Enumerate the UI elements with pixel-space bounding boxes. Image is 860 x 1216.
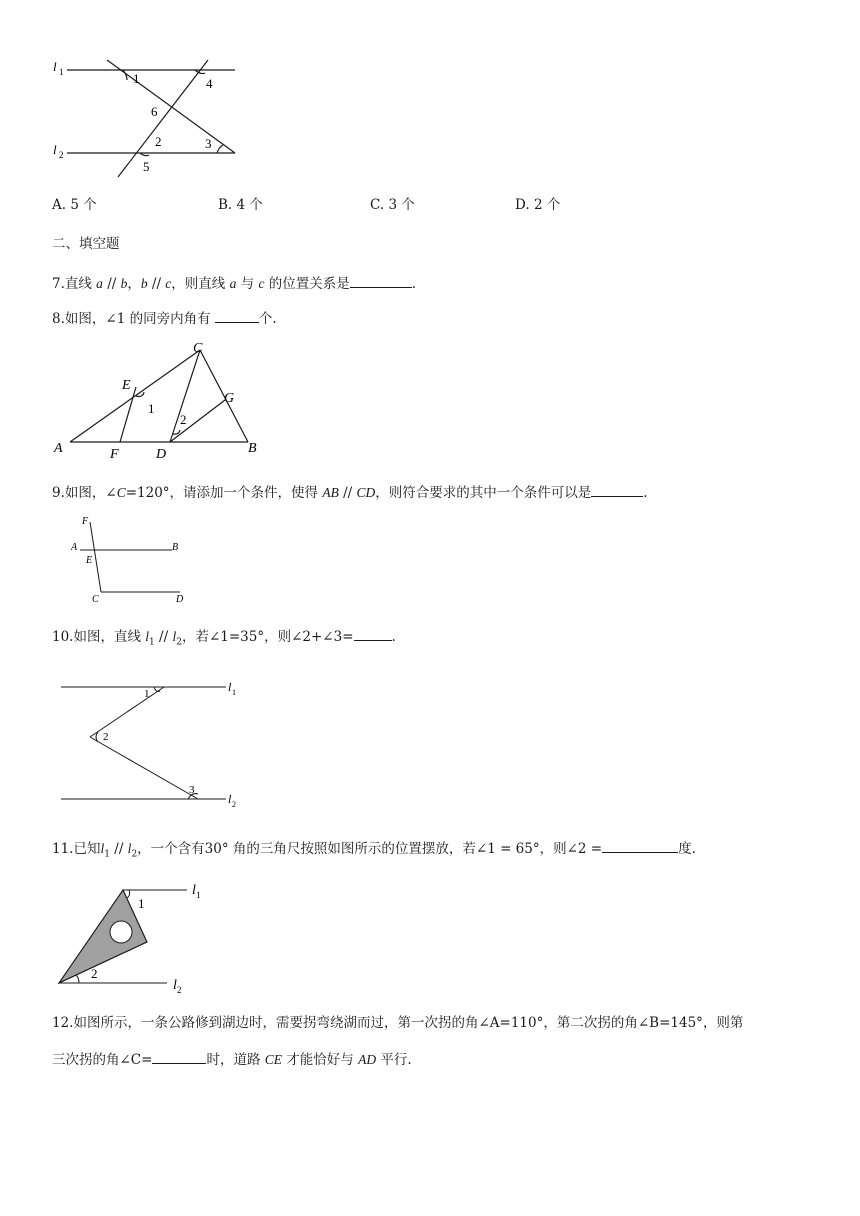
q7-text: // [147, 276, 166, 292]
q10-answer-blank[interactable] [354, 626, 392, 641]
q10-text: ，若∠1=35°，则∠2+∠3= [181, 629, 354, 645]
label-l2-sub: 2 [232, 800, 236, 809]
point-e-label: E [122, 378, 131, 393]
figure-q10 [58, 676, 258, 809]
angle-1-label: 1 [138, 896, 145, 911]
label-l1-sub: 1 [59, 67, 64, 77]
label-l1-sub: 1 [232, 688, 236, 697]
q7-answer-blank[interactable] [350, 273, 412, 288]
figure-q11 [55, 882, 215, 995]
angle-2-label: 2 [103, 731, 109, 743]
question-12-line-1: 12.如图所示，一条公路修到湖边时，需要拐弯绕湖而过，第一次拐的角∠A=110°，第二次拐的角∠B=145°，则第 [52, 1015, 744, 1031]
label-l2-sub: 2 [59, 150, 64, 160]
option-d [515, 195, 560, 215]
segment-lower [90, 737, 198, 799]
point-a-label: A [71, 542, 78, 553]
q7-var-a: a [229, 276, 237, 291]
question-12-line-2 [52, 1049, 412, 1070]
figure-q9 [68, 512, 208, 607]
segment-dg [170, 400, 225, 442]
q10-var-l2-sub: 2 [176, 637, 182, 648]
q7-text: ，则直线 [171, 276, 230, 292]
point-g-label: G [224, 391, 235, 406]
angle-2-label: 2 [180, 412, 187, 427]
q12-answer-blank[interactable] [152, 1049, 206, 1064]
question-11 [52, 838, 696, 865]
q12-var-ad: AD [358, 1052, 377, 1067]
q7-text: 的位置关系是 [264, 276, 350, 292]
ruler-hole [110, 921, 132, 943]
angle-5-label: 5 [143, 159, 150, 174]
section-title: 二、填空题 [52, 236, 120, 252]
q9-var-ab: AB [322, 485, 339, 500]
q8-answer-blank[interactable] [215, 308, 259, 323]
angle-1-label: 1 [144, 688, 150, 700]
angle-6-label: 6 [151, 104, 158, 119]
point-b-label: B [172, 542, 179, 553]
q11-text: 11.已知 [52, 841, 101, 857]
q9-var-cd: CD [356, 485, 376, 500]
option-b [218, 195, 263, 215]
label-l1: l [53, 59, 57, 74]
q10-var-l2: l [172, 629, 177, 644]
question-7 [52, 273, 416, 294]
q7-text: . [411, 276, 417, 292]
q9-text: =120°，请添加一个条件，使得 [125, 485, 323, 501]
q12-text: 才能恰好与 [282, 1052, 359, 1068]
angle-2-label: 2 [91, 966, 98, 981]
point-d-label: D [176, 594, 184, 605]
angle-1-label: 1 [148, 401, 155, 416]
q7-text: 7.直线 [52, 276, 97, 292]
q9-var-c: C [116, 485, 126, 500]
option-a-key: A. [52, 197, 67, 213]
option-d-key: D. [515, 197, 530, 213]
option-a [52, 195, 97, 215]
q7-var-b: b [140, 276, 148, 291]
q10-var-l1-sub: 1 [149, 637, 155, 648]
point-a-label: A [54, 441, 63, 456]
point-b-label: B [248, 441, 257, 456]
point-c-label: C [193, 341, 203, 356]
segment-dc [170, 350, 200, 442]
q11-text: // [109, 841, 128, 857]
q8-text: 8.如图，∠1 的同旁内角有 [52, 311, 215, 327]
q12-text: 三次拐的角∠C= [52, 1052, 153, 1068]
point-f-label: F [110, 447, 119, 462]
segment-fe [120, 387, 136, 442]
point-c-label: C [92, 594, 99, 605]
label-l2: l [228, 792, 232, 806]
q9-answer-blank[interactable] [591, 482, 643, 497]
question-8 [52, 308, 277, 329]
q7-text: ， [127, 276, 141, 292]
option-b-key: B. [218, 197, 233, 213]
q8-text: 个. [258, 311, 277, 327]
angle-3-label: 3 [189, 784, 195, 796]
segment-ac [70, 350, 200, 442]
q10-text: 10.如图，直线 [52, 629, 146, 645]
q12-text: 时，道路 [206, 1052, 265, 1068]
q11-var-l2-sub: 2 [131, 849, 138, 860]
option-d-text: 2 个 [533, 197, 561, 213]
angle-4-label: 4 [206, 76, 213, 91]
label-l2: l [173, 978, 177, 993]
label-l1: l [192, 883, 196, 898]
figure-q6 [45, 55, 245, 175]
q10-text: // [154, 629, 173, 645]
question-10 [52, 626, 396, 653]
q7-var-b: b [120, 276, 128, 291]
q7-text: 与 [236, 276, 259, 292]
q12-text: 平行. [376, 1052, 412, 1068]
q9-text: // [338, 485, 357, 501]
q7-var-c: c [165, 276, 172, 291]
figure-q8 [52, 340, 272, 460]
label-l2-sub: 2 [177, 985, 182, 995]
option-c-text: 3 个 [388, 197, 415, 213]
q11-answer-blank[interactable] [602, 838, 678, 853]
label-l1-sub: 1 [196, 890, 201, 900]
q11-text: 度. [678, 841, 696, 857]
point-d-label: D [156, 447, 167, 462]
q11-var-l1-sub: 1 [104, 849, 110, 860]
label-l2: l [53, 142, 57, 157]
q11-var-l1: l [100, 841, 105, 856]
option-c-key: C. [370, 197, 385, 213]
q11-var-l2: l [127, 841, 132, 856]
label-l1: l [228, 680, 232, 694]
angle-3-label: 3 [205, 136, 212, 151]
angle-2-label: 2 [155, 134, 162, 149]
q7-var-c: c [258, 276, 265, 291]
q9-text: 9.如图，∠ [52, 485, 117, 501]
q11-text: ，一个含有30° 角的三角尺按照如图所示的位置摆放，若∠1 = 65°，则∠2 = [137, 841, 603, 857]
option-c [370, 195, 415, 215]
option-b-text: 4 个 [236, 197, 263, 213]
q7-text: // [102, 276, 121, 292]
point-f-label: F [82, 516, 89, 527]
angle-1-label: 1 [133, 71, 140, 86]
segment-upper [90, 687, 164, 737]
q9-text: ，则符合要求的其中一个条件可以是 [375, 485, 592, 501]
q10-var-l1: l [145, 629, 150, 644]
question-9 [52, 482, 648, 503]
q10-text: . [391, 629, 396, 645]
triangle-ruler [59, 890, 147, 983]
q7-var-a: a [96, 276, 103, 291]
point-e-label: E [86, 555, 93, 566]
q9-text: . [643, 485, 648, 501]
q12-var-ce: CE [264, 1052, 283, 1067]
option-a-text: 5 个 [70, 197, 97, 213]
